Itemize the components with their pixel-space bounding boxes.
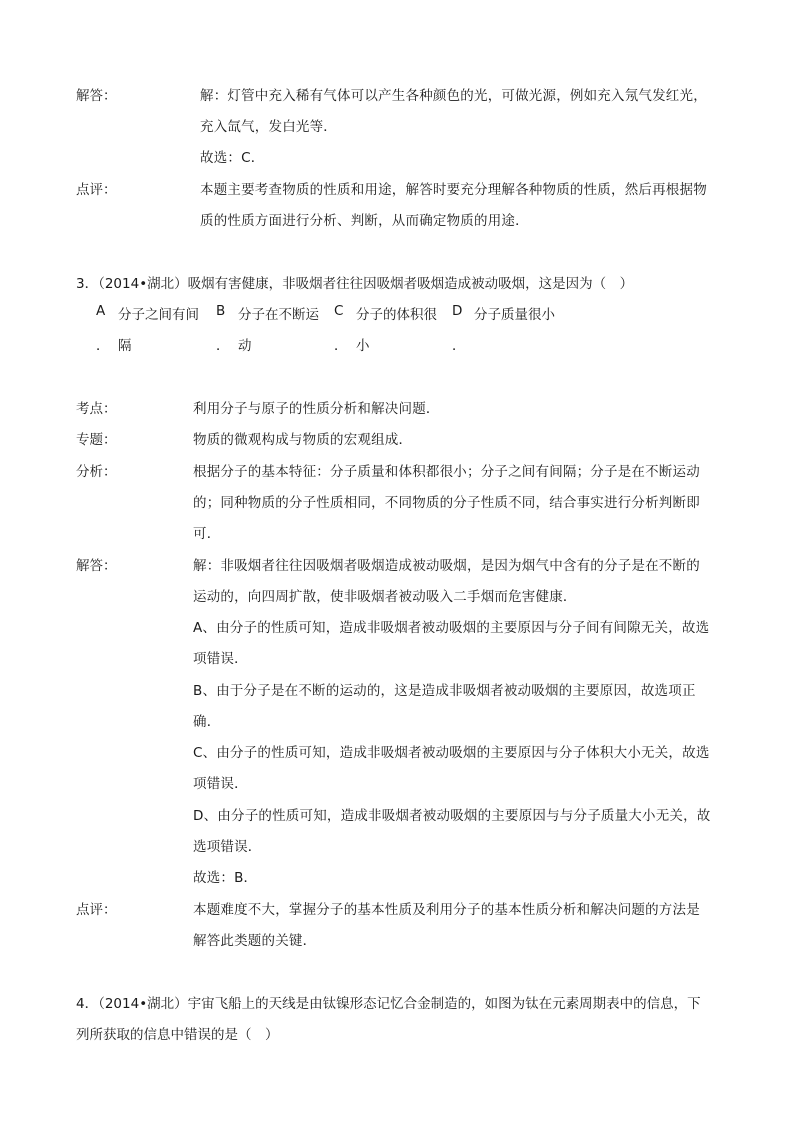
q3-jieda-line-7: C、由分子的性质可知，造成非吸烟者被动吸烟的主要原因与分子体积大小无关，故选 <box>193 745 710 761</box>
q3-jieda-line-2: 运动的，向四周扩散，使非吸烟者被动吸入二手烟而危害健康． <box>193 589 577 605</box>
q3-jieda-line-5: B、由于分子是在不断的运动的，这是造成非吸烟者被动吸烟的主要原因，故选项正 <box>193 683 696 699</box>
q3-option-d-dot: ． <box>452 338 466 354</box>
q3-option-c-text: 分子的体积很 <box>356 307 437 323</box>
q3-fenxi-line-1: 根据分子的基本特征：分子质量和体积都很小；分子之间有间隔；分子是在不断运动 <box>193 464 700 480</box>
q3-option-c-cont: 小 <box>356 338 370 354</box>
q3-jieda-line-4: 项错误． <box>193 651 248 667</box>
q3-fenxi-label: 分析： <box>76 464 117 480</box>
q3-jieda-line-9: D、由分子的性质可知，造成非吸烟者被动吸烟的主要原因与与分子质量大小无关，故 <box>193 808 711 824</box>
q3-fenxi-line-2: 的；同种物质的分子性质相同，不同物质的分子性质不同，结合事实进行分析判断即 <box>193 495 700 511</box>
q2-jieda-line-2: 充入氙气，发白光等． <box>200 119 337 135</box>
q3-zhuanti-label: 专题： <box>76 432 117 448</box>
q3-jieda-line-8: 项错误． <box>193 776 248 792</box>
q3-dianping-label: 点评： <box>76 902 117 918</box>
q3-fenxi-line-3: 可． <box>193 526 221 542</box>
q3-kaodian: 利用分子与原子的性质分析和解决问题． <box>193 401 440 417</box>
q3-stem: 3．（2014•湖北）吸烟有害健康，非吸烟者往往因吸烟者吸烟造成被动吸烟，这是因为（ ） <box>76 276 634 292</box>
q3-jieda-line-11: 故选：B． <box>193 870 258 886</box>
q3-jieda-line-3: A、由分子的性质可知，造成非吸烟者被动吸烟的主要原因与分子间有间隙无关，故选 <box>193 620 710 636</box>
q3-option-c-dot: ． <box>334 338 348 354</box>
q2-jieda-line-3: 故选：C． <box>200 150 265 166</box>
q3-option-b-text: 分子在不断运 <box>238 307 319 323</box>
q3-jieda-line-10: 选项错误． <box>193 839 262 855</box>
q4-stem-line-1: 4．（2014•湖北）宇宙飞船上的天线是由钛镍形态记忆合金制造的，如图为钛在元素周期表中的信息，下 <box>76 996 701 1012</box>
q2-dianping-label: 点评： <box>76 182 117 198</box>
q3-option-b-cont: 动 <box>238 338 252 354</box>
q3-zhuanti: 物质的微观构成与物质的宏观组成． <box>193 432 413 448</box>
q3-option-b-letter: B <box>216 303 226 319</box>
q3-kaodian-label: 考点： <box>76 401 117 417</box>
q3-option-a-letter: A <box>96 303 106 319</box>
q2-jieda-label: 解答： <box>76 88 117 104</box>
q3-jieda-label: 解答： <box>76 558 117 574</box>
q3-option-d-letter: D <box>452 303 463 319</box>
q2-dianping-line-2: 质的性质方面进行分析、判断，从而确定物质的用途． <box>200 213 529 229</box>
q3-dianping-line-2: 解答此类题的关键． <box>193 933 317 949</box>
q3-option-c-letter: C <box>334 303 344 319</box>
q3-dianping-line-1: 本题难度不大，掌握分子的基本性质及利用分子的基本性质分析和解决问题的方法是 <box>193 902 700 918</box>
q3-option-d-text: 分子质量很小 <box>474 307 555 323</box>
q4-stem-line-2: 列所获取的信息中错误的是（ ） <box>76 1027 279 1043</box>
q3-option-b-dot: ． <box>216 338 230 354</box>
q3-option-a-dot: ． <box>96 338 110 354</box>
q3-jieda-line-1: 解：非吸烟者往往因吸烟者吸烟造成被动吸烟，是因为烟气中含有的分子是在不断的 <box>193 558 700 574</box>
q3-option-a-cont: 隔 <box>118 338 132 354</box>
q3-jieda-line-6: 确． <box>193 714 221 730</box>
q2-jieda-line-1: 解：灯管中充入稀有气体可以产生各种颜色的光，可做光源，例如充入氖气发红光， <box>200 88 707 104</box>
q3-option-a-text: 分子之间有间 <box>118 307 199 323</box>
q2-dianping-line-1: 本题主要考查物质的性质和用途，解答时要充分理解各种物质的性质，然后再根据物 <box>200 182 707 198</box>
